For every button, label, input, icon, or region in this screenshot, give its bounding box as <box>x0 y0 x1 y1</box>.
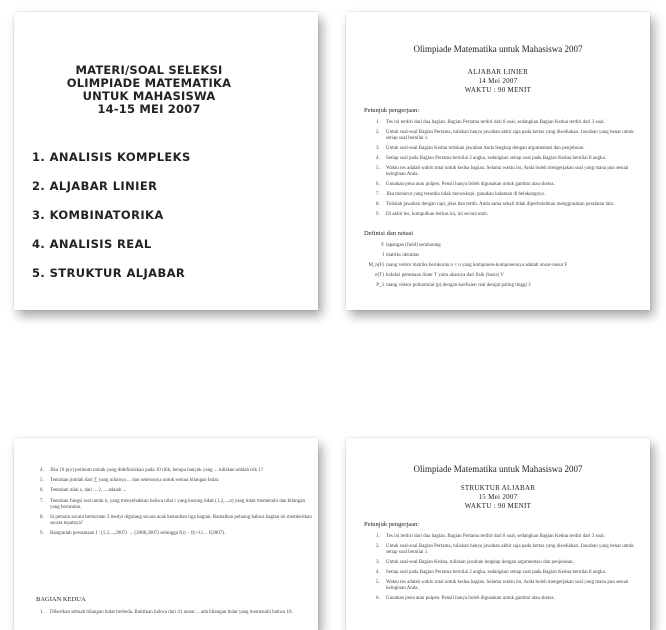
item-number: 1. <box>376 120 380 125</box>
instructions-list <box>346 534 650 603</box>
instruction-item <box>346 212 636 218</box>
cover-title-line: MATERI/SOAL SELEKSI <box>75 63 223 77</box>
page-cover <box>14 12 318 310</box>
item-text: Untuk soal-soal Bagian Pertama, tuliskan hanya jawaban akhir saja pada kertas yang disediakan. Jawaban yang benar untuk setiap soal bernilai 1. <box>386 129 634 142</box>
instructions-title: Petunjuk pengerjaan: <box>364 521 420 528</box>
item-number: 5. <box>376 580 380 586</box>
item-text: Waktu tes adalah waktu total untuk kedua bagian. Selama waktu itu, Anda boleh mengerjakan soal yang mana pun sesuai keinginan Anda. <box>386 166 629 178</box>
topic-item: 1. ANALISIS KOMPLEKS <box>32 150 191 164</box>
section-heading: BAGIAN KEDUA <box>36 596 86 603</box>
instruction-item <box>346 120 636 126</box>
item-text: Waktu tes adalah waktu total untuk kedua bagian. Selama waktu itu, Anda boleh mengerjakan soal yang mana pun sesuai keinginan Anda. <box>386 580 629 592</box>
item-text: Untuk soal-soal Bagian Kedua, tuliskan jawaban lengkap dengan argumentasi dan penjelasan. <box>386 560 574 566</box>
notation-item <box>346 273 650 279</box>
item-text: Diberikan sebuah bilangan bulat berbeda. Buktikan bahwa dari 41 unsur ... ada bilangan bulat yang memenuhi bahwa 10. <box>50 610 293 615</box>
notation-list <box>346 243 650 289</box>
item-text: Gunakan pena atau pulpen. Pensil hanya boleh digunakan untuk gambar atau sketsa. <box>386 596 555 602</box>
topic-item: 5. STRUKTUR ALJABAR <box>32 266 186 280</box>
item-number: 5. <box>376 166 380 172</box>
notation-item <box>346 243 650 249</box>
item-text: Jika menurut yang tersedia tidak mencukupi, gunakan halaman di belakangnya. <box>386 192 545 198</box>
item-number: 4. <box>376 156 380 162</box>
item-text: Tentukan fungsi real untuk n, yang menyebabkan bahwa nilai r yang kosong tidak (1,2,...,n) yang tidak memenuhi dan bilangan yang berurutan. <box>50 498 306 510</box>
notation-text: matriks identitas <box>386 253 420 259</box>
item-number: 2. <box>376 543 380 549</box>
page-header: Olimpiade Matematika untuk Mahasiswa 2007 <box>413 464 583 474</box>
notation-item <box>346 263 650 269</box>
item-text: Setiap soal pada Bagian Pertama bernilai 2 angka, sedangkan setiap soal pada Bagian Kedua bernilai 8 angka. <box>386 570 606 576</box>
item-number: 5. <box>40 478 44 484</box>
question-item <box>14 610 314 616</box>
item-text: Gunakan pena atau pulpen. Pensil hanya boleh digunakan untuk gambar atau sketsa. <box>386 182 555 188</box>
notation-symbol: P_3 <box>376 283 384 289</box>
item-number: 7. <box>376 192 380 198</box>
page-abstract-algebra <box>346 438 650 630</box>
exam-subject: ALJABAR LINIER <box>467 68 529 76</box>
exam-date: 15 Mei 2007 <box>478 493 518 501</box>
exam-subject: STRUKTUR ALJABAR <box>460 484 536 492</box>
item-number: 6. <box>40 488 44 494</box>
page-header: Olimpiade Matematika untuk Mahasiswa 2007 <box>413 44 583 54</box>
item-text: Jika 10 p(x) polinom unitak yang didefinisikan pada 10 titik, berapa banyak yang ... tuliskan adalah trik 1? <box>50 468 264 473</box>
item-text: Tes ini terdiri dari dua bagian. Bagian Pertama terdiri dari 8 soal, sedangkan Bagian Kedua terdiri dari 3 soal. <box>386 534 605 539</box>
item-number: 3. <box>376 560 380 566</box>
notation-symbol: I <box>382 253 384 259</box>
exam-time: WAKTU : 90 MENIT <box>464 502 532 510</box>
instruction-item <box>346 146 636 152</box>
instruction-item <box>346 596 636 602</box>
instructions-title: Petunjuk pengerjaan: <box>364 107 420 114</box>
notation-title: Definisi dan notasi <box>364 230 414 238</box>
item-number: 2. <box>376 129 380 135</box>
instruction-item <box>346 560 636 566</box>
cover-title <box>44 64 254 116</box>
item-text: Tentukan jumlah dari ∑ yang nilainya ... dan seterusnya untuk semua bilangan bulat. <box>50 478 220 484</box>
item-text: Untuk soal-soal Bagian Pertama, tuliskan hanya jawaban akhir saja pada kertas yang disediakan. Jawaban yang benar untuk setiap soal bernilai 1. <box>386 543 634 556</box>
topic-item: 2. ALJABAR LINIER <box>32 179 158 193</box>
item-text: Di akhir tes, kumpulkan berkas ini, ini secara utuh. <box>386 212 489 218</box>
notation-item <box>346 283 650 289</box>
notation-symbol: σ(T) <box>374 273 384 279</box>
question-list <box>14 468 314 542</box>
cover-title-line: OLIMPIADE MATEMATIKA <box>66 76 232 90</box>
item-text: Tes ini terdiri dari dua bagian. Bagian Pertama terdiri dari 8 soal, sedangkan Bagian Kedua terdiri dari 3 soal. <box>386 120 605 125</box>
question-item <box>14 499 314 511</box>
notation-symbol: F <box>381 243 384 249</box>
page-questions <box>14 438 318 630</box>
page-linear-algebra <box>346 12 650 310</box>
question-item <box>14 515 314 527</box>
notation-symbol: M_n(F) <box>368 263 384 269</box>
question-item <box>14 531 314 537</box>
instruction-item <box>346 166 636 179</box>
question-item <box>14 468 314 474</box>
instruction-item <box>346 534 636 540</box>
item-number: 7. <box>40 498 44 504</box>
item-number: 4. <box>40 468 44 473</box>
exam-date: 14 Mei 2007 <box>478 77 518 85</box>
question-item <box>14 478 314 484</box>
instruction-item <box>346 156 636 162</box>
cover-title-line: UNTUK MAHASISWA <box>82 89 216 103</box>
item-text: Si pemain secara berturutan 3 medyi digulang secara acak kemudian tiga bagian. Ramalkan peluang bahwa bagian ini memberikan secara tepatnya? <box>50 515 312 527</box>
instructions-list <box>346 120 650 218</box>
topic-item: 3. KOMBINATORIKA <box>32 208 164 222</box>
item-number: 9. <box>376 212 380 218</box>
cover-title-line: 14-15 MEI 2007 <box>97 102 201 116</box>
item-text: Untuk soal-soal Bagian Kedua tuliskan jawaban Anda lengkap dengan argumentasi dan penjelasan. <box>386 146 585 152</box>
instruction-item <box>346 130 636 143</box>
exam-info <box>346 68 650 95</box>
instruction-item <box>346 182 636 188</box>
instruction-item <box>346 570 636 576</box>
item-text: Tulislah jawaban dengan rapi, jelas dan tertib. Anda sama sekali tidak diperbolehkan menggunakan peralatan lain. <box>386 202 615 208</box>
instruction-item <box>346 544 636 557</box>
notation-text: lapangan (field) sembarang <box>386 243 441 249</box>
instruction-item <box>346 192 636 198</box>
exam-time: WAKTU : 90 MENIT <box>464 86 532 94</box>
section-two-list <box>14 610 314 616</box>
instruction-item <box>346 202 636 208</box>
exam-info <box>346 484 650 511</box>
instruction-item <box>346 580 636 593</box>
topic-list <box>32 150 191 295</box>
item-text: Bangunlah persamaan f : (1,2,...,2007) → (2008,2007) sehingga f(i) − f(i+1) ... f(2007). <box>50 531 226 537</box>
item-text: Tentukan nilai s, dari ... 2, ... adalah ... <box>50 488 127 494</box>
item-number: 8. <box>376 202 380 208</box>
item-number: 8. <box>40 515 44 521</box>
notation-text: ruang vektor matriks berukuran n × n yang komponen-komponennya adalah unsur-unsur F <box>386 263 568 269</box>
item-number: 6. <box>376 182 380 188</box>
notation-text: koleksi peremaan linier T yaitu akarnya dari fisik (basis) V <box>386 273 504 279</box>
topic-item: 4. ANALISIS REAL <box>32 237 152 251</box>
item-number: 1. <box>376 534 380 539</box>
item-number: 3. <box>376 146 380 152</box>
item-number: 6. <box>376 596 380 602</box>
item-number: 1. <box>40 610 44 615</box>
question-item <box>14 488 314 494</box>
item-number: 9. <box>40 531 44 537</box>
item-text: Setiap soal pada Bagian Pertama bernilai 2 angka, sedangkan setiap soal pada Bagian Kedua bernilai 8 angka. <box>386 156 606 162</box>
notation-item <box>346 253 650 259</box>
item-number: 4. <box>376 570 380 576</box>
notation-text: ruang vektor polinomial (p) dengan koefisien real derajat paling tinggi 3 <box>386 283 531 289</box>
